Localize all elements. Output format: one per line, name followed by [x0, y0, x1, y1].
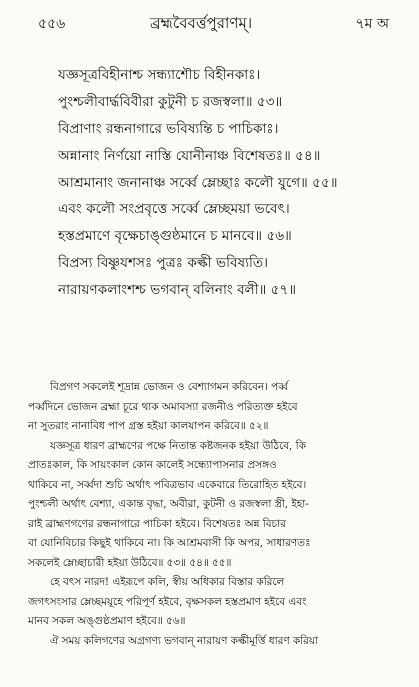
running-title: ব্রহ্মবৈবর্ত্তপুরাণম্। [150, 14, 253, 32]
verse-line: এবং কলৌ সংপ্রবৃত্তে সর্ব্বে ম্লেচ্ছময়া ভবেৎ। [58, 201, 290, 218]
page-number: ৫৫৬ [38, 16, 66, 32]
commentary-line: জগৎসংসার ম্লেচ্ছময়ূহে পরিপূর্ণ হইবে, বৃক্ষসকল হস্তপ্রমাণ হইবে এবং [28, 595, 307, 608]
verse-line: হস্তপ্রমাণে বৃক্ষেচাঙ্গুষ্ঠমানে চ মানবে॥ ৫৬॥ [58, 228, 292, 245]
commentary-line: যজ্ঞসূত্র ধারণ ব্রাহ্মণের পক্ষে নিতান্ত কষ্টজনক হইয়া উঠিবে, কি [50, 439, 306, 452]
verse-line: বিপ্রাণাং রন্ধনাগারে ভবিষ্যন্তি চ পাচিকাঃ। [58, 120, 279, 137]
commentary-line: বিপ্রগণ সকলেই শূদ্রান্ন ভোজন ও বেশ্যাগমন করিবেন। পর্ব্ব [50, 381, 288, 393]
commentary-line: ঐ সময় কলিগণের অগ্রগণ্য ভগবান্ নারায়ণ কল্কীমূর্ত্তি ধারণ করিয়া [50, 634, 319, 647]
commentary-line: প্রাতঃকাল, কি সায়ংকাল কোন কালেই সন্ধ্যোপাসনার প্রসঙ্গও [28, 459, 277, 471]
commentary-line: রাই ব্রাহ্মণগণের রন্ধনাগারে পাচিকা হইবে। বিশেষতঃ অন্ন বিচার [28, 517, 286, 530]
commentary-line: মানব সকল অঙ্গুষ্ঠপ্রমাণ হইবে॥ ৫৬॥ [28, 615, 186, 627]
sanskrit-verses [58, 62, 398, 304]
verse-line: আশ্রমানাং জনানাঞ্চ সর্ব্বে ম্লেচ্ছাঃ কলৌ যুগে॥ ৫৫॥ [58, 174, 338, 191]
verse-line: অন্নানাং নির্ণয়ো নাস্তি যোনীনাঞ্চ বিশেষতঃ॥ ৫৪॥ [58, 147, 321, 164]
page-header [0, 12, 419, 34]
commentary-line: পুংশ্চলী অর্থাৎ বেশ্যা, একান্ত বৃদ্ধা, অবীরা, কুটনী ও রজস্বলা স্ত্রী, ইহা- [28, 498, 309, 510]
commentary-line: বা যোনিবিচার কিছুই থাকিবে না। কি আশ্রমবাসী কি অপর, সাধারণতঃ [28, 537, 311, 549]
verse-line: বিপ্রস্য বিষ্ণুযশসঃ পুত্রঃ কল্কী ভবিষ্যতি। [58, 255, 268, 272]
verse-line: যজ্ঞসূত্রবিহীনাশ্চ সন্ধ্যাশৌচ বিহীনকাঃ। [58, 67, 261, 83]
commentary-line: সকলেই ম্লেচ্ছাচারী হইয়া উঠিবে॥ ৫৩॥ ৫৪॥ ৫৫॥ [28, 556, 232, 569]
commentary-line: পর্ব্বদিনে ভোজন ব্রহ্মা চূরে থাক অমাবস্যা রজনীও পরিত্যক্ত হইবে [28, 400, 298, 413]
bengali-commentary [28, 378, 400, 651]
commentary-line: না সুতরাং নানাবিধ পাপ গ্রস্ত হইয়া কালযাপন করিবে॥ ৫২॥ [28, 420, 269, 432]
commentary-line: থাকিবে না, সর্ব্বদা শুচি অর্থাৎ পবিত্রভাব একেবারে তিরোহিত হইবে। [28, 478, 307, 491]
chapter-label: ৭ম অ [355, 16, 389, 32]
commentary-line: হে বৎস নারদ! এইরূপে কলি, স্বীয় অধিকার বিস্তার করিলে [50, 576, 285, 588]
verse-line: নারায়ণকলাংশশ্চ ভগবান্ বলিনাং বলী॥ ৫৭॥ [58, 282, 297, 299]
verse-line: পুংশ্চলীবার্দ্ধবিবীরা কুটুনী চ রজস্বলা॥ ৫৩॥ [58, 93, 283, 110]
